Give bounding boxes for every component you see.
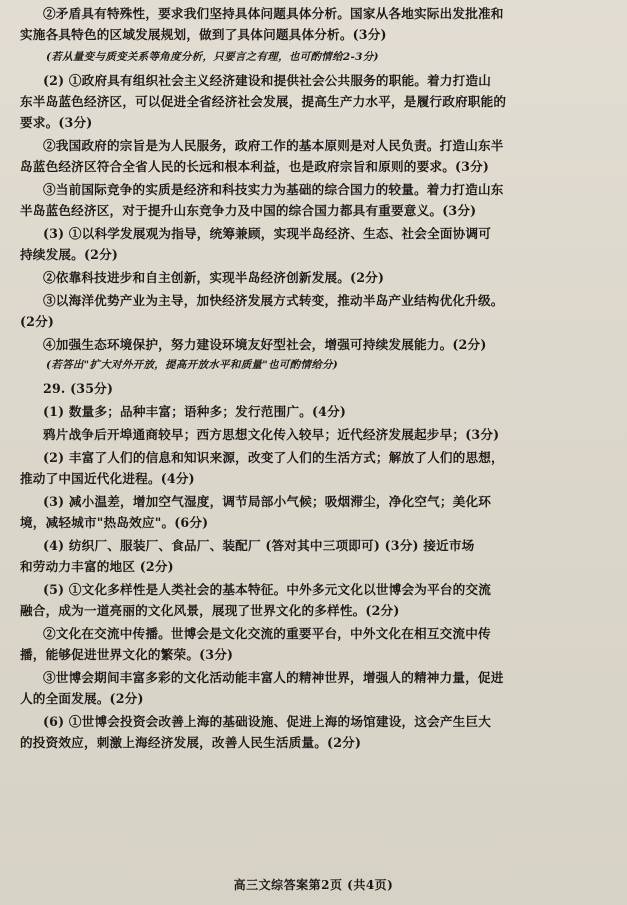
text-line: ②我国政府的宗旨是为人民服务，政府工作的基本原则是对人民负责。打造山东半: [43, 138, 504, 153]
text-line: 持续发展。(2分): [20, 247, 119, 262]
text-line: ②矛盾具有特殊性，要求我们坚持具体问题具体分析。国家从各地实际出发批准和: [43, 6, 504, 21]
text-line: ③以海洋优势产业为主导，加快经济发展方式转变，推动半岛产业结构优化升级。: [43, 293, 504, 308]
text-line: (2分): [20, 314, 55, 329]
text-line: (3) ①以科学发展观为指导，统筹兼顾，实现半岛经济、生态、社会全面协调可: [43, 226, 492, 241]
text-line: ④加强生态环境保护，努力建设环境友好型社会，增强可持续发展能力。(2分): [43, 337, 487, 352]
text-line: ③世博会期间丰富多彩的文化活动能丰富人的精神世界，增强人的精神力量，促进: [43, 670, 504, 685]
text-line: 鸦片战争后开埠通商较早；西方思想文化传入较早；近代经济发展起步早；(3分): [43, 427, 500, 442]
text-line: 要求。(3分): [20, 115, 93, 130]
text-line: 融合，成为一道亮丽的文化风景，展现了世界文化的多样性。(2分): [20, 603, 400, 618]
text-line: 和劳动力丰富的地区 (2分): [20, 559, 174, 574]
text-line: 境，减轻城市"热岛效应"。(6分): [20, 515, 209, 530]
text-line: 推动了中国近代化进程。(4分): [20, 471, 195, 486]
text-line: 实施各具特色的区域发展规划，做到了具体问题具体分析。(3分): [20, 27, 387, 42]
text-line: 东半岛蓝色经济区，可以促进全省经济社会发展，提高生产力水平，是履行政府职能的: [20, 94, 507, 109]
scoring-note: (若答出"扩大对外开放，提高开放水平和质量"也可酌情给分): [46, 359, 339, 371]
text-line: ②依靠科技进步和自主创新，实现半岛经济创新发展。(2分): [43, 270, 385, 285]
text-line: (1) 数量多；品种丰富；语种多；发行范围广。(4分): [43, 404, 347, 419]
text-line: 的投资效应，刺激上海经济发展，改善人民生活质量。(2分): [20, 735, 362, 750]
text-line: 半岛蓝色经济区，对于提升山东竞争力及中国的综合国力都具有重要意义。(3分): [20, 203, 477, 218]
text-line: (6) ①世博会投资会改善上海的基础设施、促进上海的场馆建设，这会产生巨大: [43, 714, 492, 729]
text-line: ③当前国际竞争的实质是经济和科技实力为基础的综合国力的较量。着力打造山东: [43, 182, 504, 197]
text-line: 岛蓝色经济区符合全省人民的长远和根本利益，也是政府宗旨和原则的要求。(3分): [20, 159, 490, 174]
text-line: (2) ①政府具有组织社会主义经济建设和提供社会公共服务的职能。着力打造山: [43, 73, 492, 88]
text-line: (3) 减小温差，增加空气湿度，调节局部小气候；吸烟滞尘，净化空气；美化环: [43, 494, 492, 509]
text-line: (5) ①文化多样性是人类社会的基本特征。中外多元文化以世博会为平台的交流: [43, 582, 492, 597]
text-line: (4) 纺织厂、服装厂、食品厂、装配厂 (答对其中三项即可) (3分) 接近市场: [43, 538, 475, 553]
text-line: ②文化在交流中传播。世博会是文化交流的重要平台，中外文化在相互交流中传: [43, 626, 491, 641]
question-number: 29. (35分): [43, 381, 114, 396]
text-line: 人的全面发展。(2分): [20, 691, 144, 706]
scoring-note: (若从量变与质变关系等角度分析，只要言之有理，也可酌情给2-3分): [46, 51, 379, 63]
page-footer: 高三文综答案第2页 (共4页): [233, 878, 394, 892]
text-line: (2) 丰富了人们的信息和知识来源，改变了人们的生活方式；解放了人们的思想，: [43, 450, 504, 465]
text-line: 播，能够促进世界文化的繁荣。(3分): [20, 647, 234, 662]
